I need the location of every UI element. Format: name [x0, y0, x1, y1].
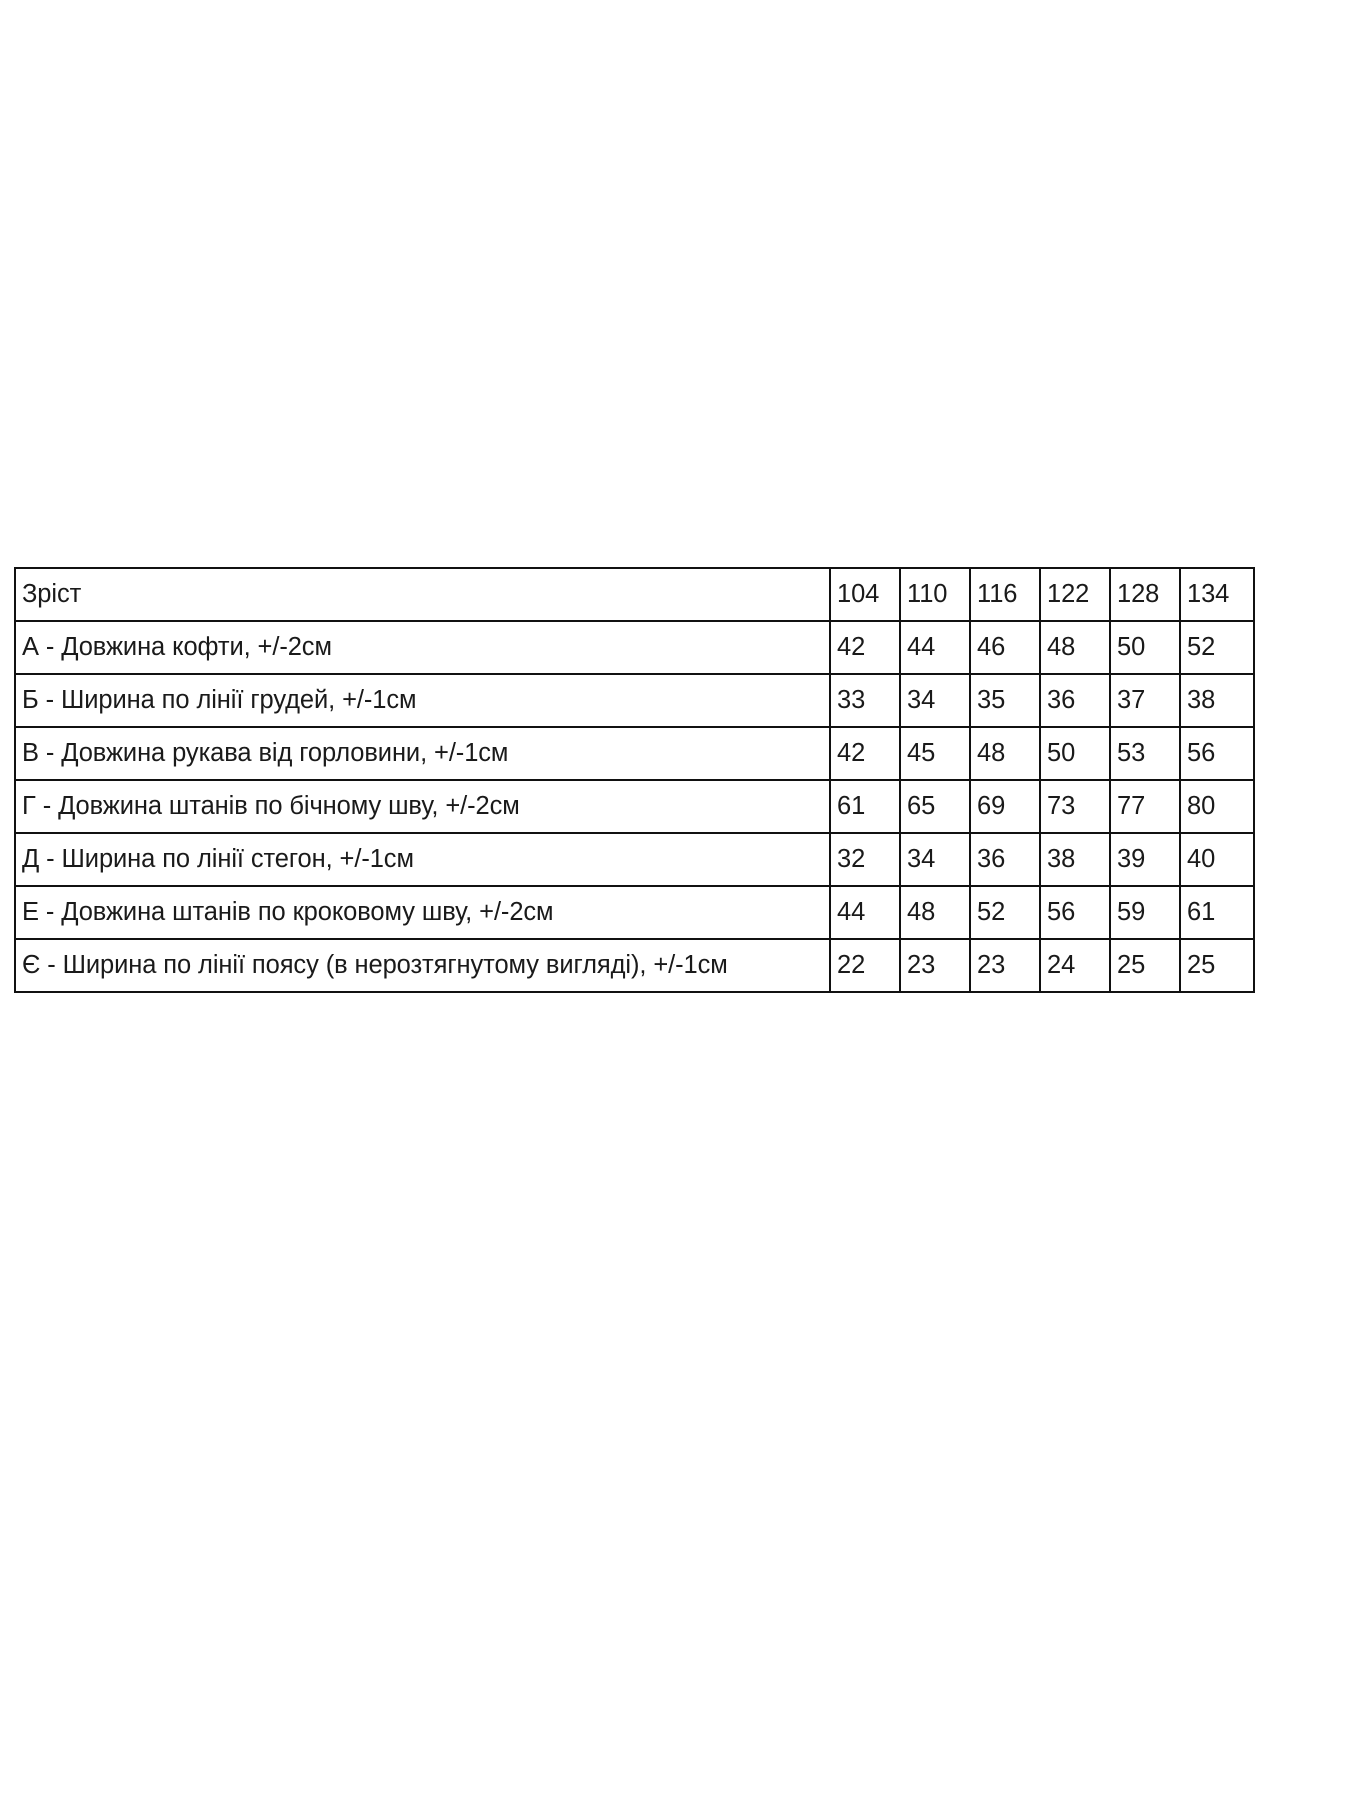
row-value: 25	[1180, 939, 1254, 992]
row-value: 32	[830, 833, 900, 886]
row-value: 46	[970, 621, 1040, 674]
table-row	[15, 780, 1254, 833]
row-value: 38	[1040, 833, 1110, 886]
header-size-104: 104	[830, 568, 900, 621]
row-value: 48	[970, 727, 1040, 780]
header-size-128: 128	[1110, 568, 1180, 621]
row-value: 44	[900, 621, 970, 674]
row-value: 42	[830, 621, 900, 674]
row-value: 56	[1180, 727, 1254, 780]
row-value: 42	[830, 727, 900, 780]
row-label: Б - Ширина по лінії грудей, +/-1см	[15, 674, 830, 727]
row-value: 52	[970, 886, 1040, 939]
row-value: 73	[1040, 780, 1110, 833]
row-value: 40	[1180, 833, 1254, 886]
row-value: 65	[900, 780, 970, 833]
row-value: 61	[1180, 886, 1254, 939]
table-row	[15, 939, 1254, 992]
row-value: 33	[830, 674, 900, 727]
row-value: 22	[830, 939, 900, 992]
row-value: 36	[970, 833, 1040, 886]
row-value: 44	[830, 886, 900, 939]
row-value: 35	[970, 674, 1040, 727]
row-label: Е - Довжина штанів по кроковому шву, +/-2см	[15, 886, 830, 939]
row-value: 69	[970, 780, 1040, 833]
row-value: 50	[1110, 621, 1180, 674]
row-label: В - Довжина рукава від горловини, +/-1см	[15, 727, 830, 780]
row-value: 34	[900, 674, 970, 727]
row-value: 23	[900, 939, 970, 992]
row-value: 38	[1180, 674, 1254, 727]
size-table	[14, 567, 1255, 993]
row-label: А - Довжина кофти, +/-2см	[15, 621, 830, 674]
row-label: Є - Ширина по лінії поясу (в нерозтягнутому вигляді), +/-1см	[15, 939, 830, 992]
row-value: 56	[1040, 886, 1110, 939]
table-row	[15, 886, 1254, 939]
row-value: 48	[900, 886, 970, 939]
size-table-body	[15, 568, 1254, 992]
header-size-134: 134	[1180, 568, 1254, 621]
row-value: 25	[1110, 939, 1180, 992]
row-value: 39	[1110, 833, 1180, 886]
row-value: 23	[970, 939, 1040, 992]
row-value: 34	[900, 833, 970, 886]
row-value: 59	[1110, 886, 1180, 939]
row-value: 36	[1040, 674, 1110, 727]
row-value: 45	[900, 727, 970, 780]
table-row-header	[15, 568, 1254, 621]
row-value: 80	[1180, 780, 1254, 833]
table-row	[15, 833, 1254, 886]
row-value: 24	[1040, 939, 1110, 992]
row-value: 48	[1040, 621, 1110, 674]
row-value: 50	[1040, 727, 1110, 780]
table-row	[15, 621, 1254, 674]
row-value: 61	[830, 780, 900, 833]
row-value: 53	[1110, 727, 1180, 780]
row-value: 52	[1180, 621, 1254, 674]
table-row	[15, 674, 1254, 727]
header-label-cell: Зріст	[15, 568, 830, 621]
row-value: 37	[1110, 674, 1180, 727]
header-size-122: 122	[1040, 568, 1110, 621]
header-size-116: 116	[970, 568, 1040, 621]
header-size-110: 110	[900, 568, 970, 621]
row-label: Г - Довжина штанів по бічному шву, +/-2см	[15, 780, 830, 833]
table-row	[15, 727, 1254, 780]
row-value: 77	[1110, 780, 1180, 833]
row-label: Д - Ширина по лінії стегон, +/-1см	[15, 833, 830, 886]
size-table-container	[14, 567, 1230, 993]
